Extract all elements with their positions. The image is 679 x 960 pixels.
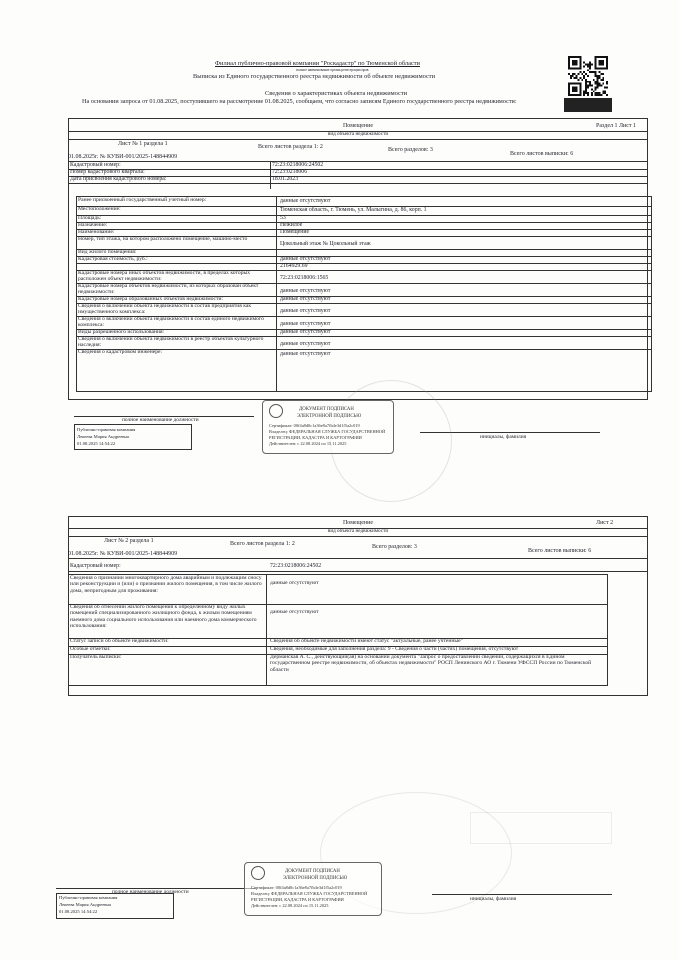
- sheet-2-row-value: Сведения об объекте недвижимости имеют статус "актуальные, ранее учтенные": [270, 638, 463, 644]
- sheet-1-object-type: Помещение: [342, 123, 374, 129]
- agency-subcaption: полное наименование органа регистрации прав: [296, 68, 369, 72]
- characteristic-value: данные отсутствуют: [280, 296, 331, 302]
- sheet-2-row-label: Сведения о признании многоквартирного дома аварийным и подлежащим сносу или реконструкции и (или) о признании жилого помещения, в том числе жилого дома, непригодным для проживания:: [70, 575, 262, 594]
- characteristic-value: данные отсутствуют: [280, 329, 331, 335]
- stamp-1-subtitle: ЭЛЕКТРОННОЙ ПОДПИСЬЮ: [297, 414, 362, 419]
- characteristic-label: Номер, тип этажа, на котором расположено помещение, машино-место: [78, 236, 248, 242]
- sheet-2-signer-org: Публично-правовая компания: [59, 895, 118, 900]
- characteristic-value: данные отсутствуют: [280, 351, 331, 357]
- sheet-2-row-value: Сведения, необходимые для заполнения раздела: 9 - Сведения о части (частях) помещения, отсутствуют: [270, 646, 519, 652]
- sheet-1-sheet-number: Лист № 1 раздела 1: [118, 141, 168, 147]
- characteristic-label: Сведения о включении объекта недвижимости в состав предприятия как имущественного комплекса:: [78, 303, 252, 316]
- sheet-2-object-type: Помещение: [342, 520, 374, 526]
- sheet-1-object-kind: вид объекта недвижимости: [327, 131, 389, 137]
- sheet-2-row-label: Статус записи об объекте недвижимости:: [70, 638, 169, 644]
- characteristic-label: Кадастровые номера образованных объектов недвижимости:: [78, 296, 224, 302]
- sheet-2-signer-date: 01.08.2025 14:54:22: [59, 909, 98, 914]
- sheet-2-row-value: Дерманская А. С., действующий(ая) на основании документа "Запрос о предоставлении сведений, содержащихся в Едином государственном реестре недвижимости, об объектах недвижимости" РОСП Ленинского АО г. Тюмени УФССП России по Тюменской области: [270, 654, 592, 673]
- electronic-signature-stamp-1: [262, 400, 394, 454]
- sheet-1-total-sections: Всего разделов: 3: [388, 147, 433, 153]
- sheet-2-row-value: данные отсутствуют: [270, 609, 319, 615]
- sheet-1-signer-date: 01.08.2025 14:54:22: [77, 441, 116, 446]
- sheet-1-signer-org: Публично-правовая компания: [77, 427, 136, 432]
- characteristics-column-divider: [276, 196, 277, 392]
- sheet-1-signer-name: Лекеева Мария Андреевна: [77, 434, 129, 439]
- qr-code-icon: [568, 56, 608, 96]
- id-row-label: Дата присвоения кадастрового номера:: [70, 176, 167, 182]
- characteristic-value: данные отсутствуют: [280, 288, 331, 294]
- characteristic-value: Тюменская область, г. Тюмень, ул. Малыгина, д. 86, корп. 1: [280, 207, 427, 213]
- stamp-1-title: ДОКУМЕНТ ПОДПИСАН: [299, 407, 354, 412]
- characteristic-label: Назначение:: [78, 222, 108, 228]
- characteristic-value: Нежилое: [280, 222, 303, 228]
- sheet-2-row-label: Получатель выписки:: [70, 654, 122, 660]
- sheet-1-section-label: Раздел 1 Лист 1: [596, 123, 637, 129]
- stamp-2-subtitle: ЭЛЕКТРОННОЙ ПОДПИСЬЮ: [283, 876, 348, 881]
- characteristic-label: Сведения о включении объекта недвижимости в реестр объектов культурного наследия:: [78, 336, 264, 349]
- sheet-2-row-label: Сведения об отнесении жилого помещения к определенному виду жилых помещений специализированного жилищного фонда, к жилым помещениям наемного дома социального использования или наемного дома коммерческого использования:: [70, 604, 257, 629]
- sheet-2-initials-caption: инициалы, фамилия: [470, 896, 517, 902]
- characteristic-value: Цокольный этаж № Цокольный этаж: [280, 241, 371, 247]
- sheet-2-sheet-number: Лист № 2 раздела 1: [104, 538, 154, 544]
- id-row-label: Номер кадастрового квартала:: [70, 169, 145, 175]
- id-row-divider: [68, 183, 648, 184]
- sheet-2-total-sections: Всего разделов: 3: [372, 544, 417, 550]
- sheet-2-row-value: данные отсутствуют: [270, 580, 319, 586]
- sheet-2-document-reference: 01.08.2025г. № КУВИ-001/2025-148844909: [68, 551, 178, 557]
- sheet-2-row-label: Особые отметки:: [70, 646, 111, 652]
- characteristic-label: Наименование:: [78, 229, 115, 235]
- stamp-1-owner-cont: РЕГИСТРАЦИИ, КАДАСТРА И КАРТОГРАФИИ: [269, 435, 362, 440]
- document-title: Выписка из Единого государственного реестра недвижимости об объекте недвижимости: [193, 73, 436, 80]
- stamp-2-owner-cont: РЕГИСТРАЦИИ, КАДАСТРА И КАРТОГРАФИИ: [251, 897, 344, 902]
- sheet-1-total-section-sheets: Всего листов раздела 1: 2: [258, 144, 323, 150]
- characteristic-label: Виды разрешенного использования:: [78, 329, 165, 335]
- sheet-2-total-sheets: Всего листов выписки: 6: [528, 548, 592, 554]
- characteristic-label: Кадастровая стоимость, руб.:: [78, 256, 148, 262]
- stamp-2-validity: Действителен: с 22.08.2024 по 15.11.2025: [251, 903, 329, 908]
- characteristic-value: 2164929.69: [280, 263, 308, 269]
- sheet-2-cadastral-label: Кадастровый номер:: [70, 563, 121, 569]
- characteristic-value: 72:23:0218006:1565: [280, 275, 329, 281]
- characteristic-value: данные отсутствуют: [280, 321, 331, 327]
- sheet-1-document-reference: 01.08.2025г. № КУВИ-001/2025-148844909: [68, 154, 178, 160]
- sheet-1-total-sheets: Всего листов выписки: 6: [510, 151, 574, 157]
- stamp-1-certificate: Сертификат: 00f4a8d0c1a36e8a7fb4e3d1f5a2c019: [269, 423, 360, 428]
- characteristic-label: Кадастровые номера иных объектов недвижимости, в пределах которых расположен объект недвижимости:: [78, 270, 251, 283]
- sheet-2-signer-position-caption: полное наименование должности: [112, 889, 189, 895]
- stamp-1-validity: Действителен: с 22.08.2024 по 15.11.2025: [269, 441, 347, 446]
- sheet-2-object-kind: вид объекта недвижимости: [327, 528, 389, 534]
- stamp-2-title: ДОКУМЕНТ ПОДПИСАН: [285, 869, 340, 874]
- characteristic-label: Сведения о включении объекта недвижимости в состав единого недвижимого комплекса:: [78, 316, 264, 329]
- agency-name: Филиал публично-правовой компании "Роскадастр" по Тюменской области: [215, 60, 420, 67]
- request-intro: На основании запроса от 01.08.2025, поступившего на рассмотрение 01.08.2025, сообщаем, что согласно записям Единого государственного реестра недвижимости:: [82, 98, 517, 105]
- characteristic-value: 53: [280, 215, 286, 221]
- id-row-divider: [68, 169, 648, 170]
- stamp-2-owner: Владелец: ФЕДЕРАЛЬНАЯ СЛУЖБА ГОСУДАРСТВЕННОЙ: [251, 891, 368, 896]
- id-row-label: Кадастровый номер:: [70, 162, 121, 168]
- characteristic-label: Вид жилого помещения:: [78, 249, 137, 255]
- stamp-1-owner: Владелец: ФЕДЕРАЛЬНАЯ СЛУЖБА ГОСУДАРСТВЕННОЙ: [269, 429, 386, 434]
- characteristic-label: Кадастровые номера объектов недвижимости, из которых образован объект недвижимости:: [78, 283, 259, 296]
- sheet-1-initials-caption: инициалы, фамилия: [480, 434, 527, 440]
- sheet-2-total-section-sheets: Всего листов раздела 1: 2: [230, 541, 295, 547]
- watermark-logo-icon: [470, 812, 612, 844]
- emblem-2-icon: [251, 866, 265, 880]
- characteristic-value: данные отсутствуют: [280, 256, 331, 262]
- emblem-icon: [269, 404, 283, 418]
- characteristic-label: Местоположение:: [78, 206, 121, 212]
- electronic-signature-stamp-2: [244, 862, 382, 916]
- id-row-value: 72:23:0218006:24502: [272, 162, 324, 168]
- sheet-2-cadastral-value: 72:23:0218006:24502: [270, 563, 322, 569]
- barcode-strip-icon: [564, 98, 612, 112]
- characteristic-value: Помещение: [280, 229, 310, 235]
- stamp-2-certificate: Сертификат: 00f4a8d0c1a36e8a7fb4e3d1f5a2c019: [251, 885, 342, 890]
- characteristic-label: Ранее присвоенный государственный учетный номер:: [78, 197, 207, 203]
- section-title: Сведения о характеристиках объекта недвижимости: [265, 90, 408, 97]
- characteristic-label: Сведения о кадастровом инженере:: [78, 349, 163, 355]
- characteristic-value: данные отсутствуют: [280, 308, 331, 314]
- sheet-1-signer-position-caption: полное наименование должности: [122, 417, 199, 423]
- characteristic-value: данные отсутствуют: [280, 341, 331, 347]
- sheet-2-column-divider: [266, 574, 267, 686]
- id-row-value: 72:23:0218006: [272, 169, 308, 175]
- sheet-2-section-label: Лист 2: [596, 520, 614, 526]
- characteristic-value: данные отсутствуют: [280, 198, 331, 204]
- characteristic-label: Площадь:: [78, 215, 102, 221]
- id-column-divider: [270, 161, 271, 189]
- id-row-value: 18.01.2023: [272, 176, 299, 182]
- sheet-2-signer-name: Лекеева Мария Андреевна: [59, 902, 111, 907]
